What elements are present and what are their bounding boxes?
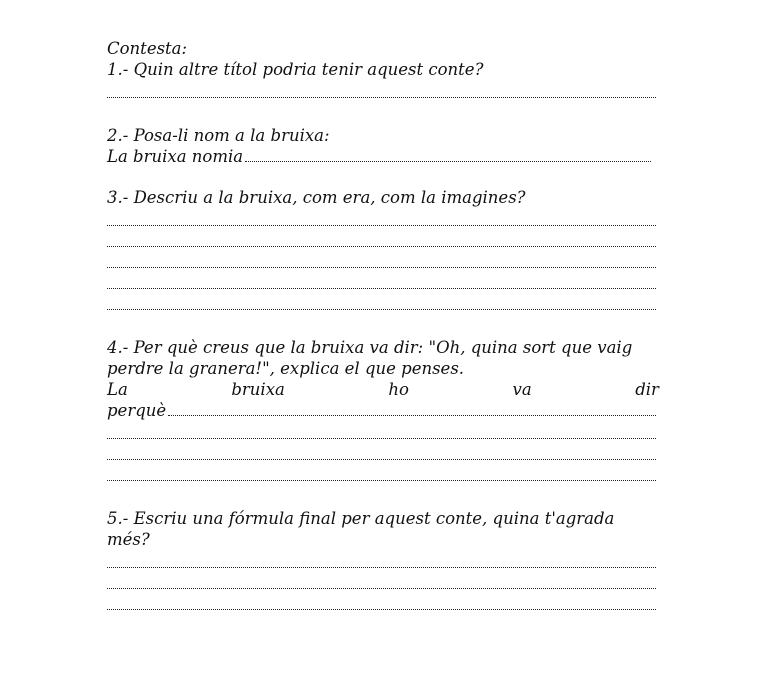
- answer-line-4b[interactable]: [107, 421, 659, 442]
- answer-4-word: La: [107, 380, 128, 399]
- answer-4-word: dir: [635, 380, 659, 399]
- answer-line-5c[interactable]: [107, 592, 659, 613]
- answer-4-word: bruixa: [231, 380, 285, 399]
- answer-line-3b[interactable]: [107, 229, 659, 250]
- answer-line-3a[interactable]: [107, 208, 659, 229]
- question-5-line-1: 5.- Escriu una fórmula final per aquest conte, quina t'agrada: [107, 509, 615, 528]
- answer-2-prefix: La bruixa nomia: [107, 147, 244, 166]
- answer-2-dots[interactable]: [245, 160, 651, 162]
- answer-line-5a[interactable]: [107, 550, 659, 571]
- answer-line-4d[interactable]: [107, 463, 659, 484]
- answer-line-3c[interactable]: [107, 250, 659, 271]
- answer-row-2[interactable]: [107, 146, 659, 167]
- answer-line-4c[interactable]: [107, 442, 659, 463]
- question-1: 1.- Quin altre títol podria tenir aquest conte?: [107, 60, 484, 79]
- heading: Contesta:: [107, 39, 188, 58]
- question-4-line-2: perdre la granera!", explica el que penses.: [107, 359, 465, 378]
- answer-4-prefix: perquè: [107, 401, 167, 420]
- answer-row-4[interactable]: [107, 400, 659, 421]
- answer-4-word: va: [512, 380, 532, 399]
- question-5-line-2: més?: [107, 530, 150, 549]
- question-3: 3.- Descriu a la bruixa, com era, com la imagines?: [107, 188, 526, 207]
- worksheet: [107, 38, 659, 613]
- question-2: 2.- Posa-li nom a la bruixa:: [107, 126, 330, 145]
- answer-4-word: ho: [388, 380, 409, 399]
- answer-4-lead: [107, 379, 659, 400]
- question-4-line-1: 4.- Per què creus que la bruixa va dir: "Oh, quina sort que vaig: [107, 338, 633, 357]
- answer-line-1[interactable]: [107, 80, 659, 101]
- answer-line-3d[interactable]: [107, 271, 659, 292]
- answer-line-5b[interactable]: [107, 571, 659, 592]
- answer-line-3e[interactable]: [107, 292, 659, 313]
- answer-4-dots[interactable]: [168, 414, 656, 416]
